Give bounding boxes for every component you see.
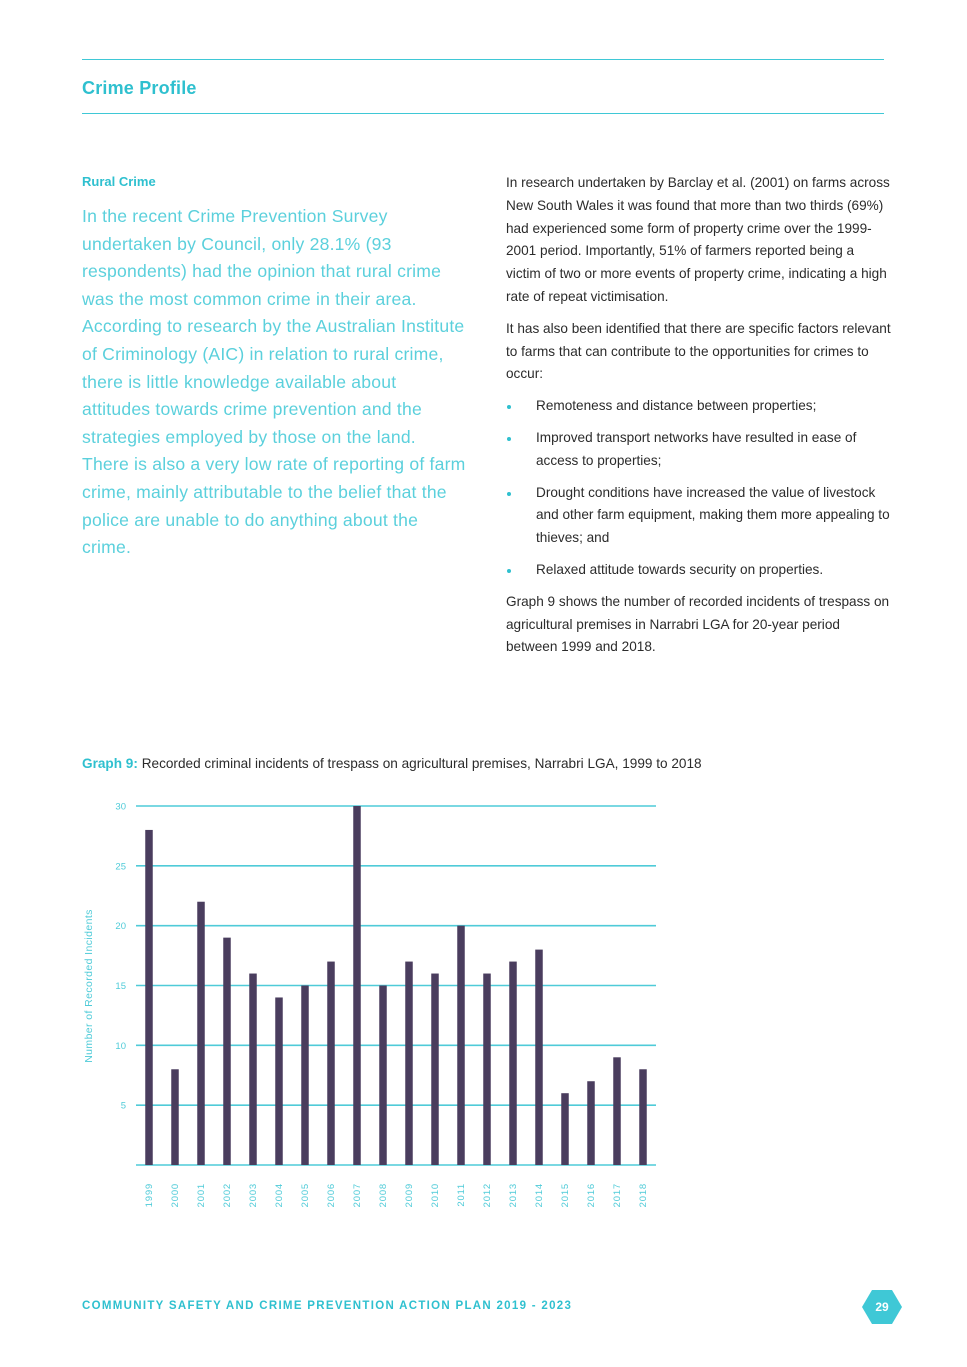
bar	[483, 974, 491, 1165]
y-tick-label: 15	[115, 981, 126, 992]
x-tick-label: 2016	[586, 1183, 597, 1208]
page-title: Crime Profile	[82, 78, 197, 98]
y-axis-label: Number of Recorded Incidents	[83, 909, 95, 1063]
x-tick-label: 2010	[430, 1183, 441, 1208]
graph-caption	[82, 756, 702, 771]
bar	[353, 806, 361, 1165]
y-axis-ticks	[115, 802, 126, 1112]
list-item: Remoteness and distance between properties;	[506, 395, 891, 418]
x-tick-label: 2012	[482, 1183, 493, 1208]
x-tick-label: 2000	[170, 1183, 181, 1208]
header-bottom-rule	[82, 113, 884, 114]
graph-caption-text: Recorded criminal incidents of trespass on agricultural premises, Narrabri LGA, 1999 to 2018	[141, 756, 702, 771]
bar	[561, 1093, 569, 1165]
y-tick-label: 25	[115, 861, 126, 873]
x-tick-label: 2007	[352, 1183, 363, 1208]
bar-chart	[70, 790, 670, 1220]
x-tick-label: 2015	[560, 1183, 571, 1208]
x-axis-ticks	[144, 1183, 649, 1207]
header-top-rule	[82, 59, 884, 60]
x-tick-label: 2001	[196, 1183, 207, 1208]
x-tick-label: 2014	[534, 1183, 545, 1208]
list-item: Improved transport networks have resulted in ease of access to properties;	[506, 427, 891, 473]
body-paragraph-1: In research undertaken by Barclay et al. (2001) on farms across New South Wales it was found that more than two thirds (69%) had experienced some form of property crime over the 1999-2001 period. Importantly, 51% of farmers reported being a victim of two or more events of property crime, indicating a high rate of repeat victimisation.	[506, 175, 890, 304]
bar	[145, 830, 153, 1165]
x-tick-label: 2013	[508, 1183, 519, 1208]
x-tick-label: 2011	[456, 1183, 467, 1207]
y-tick-label: 5	[120, 1100, 126, 1112]
right-column	[506, 172, 891, 668]
x-tick-label: 2004	[274, 1183, 285, 1208]
page-number: 29	[875, 1300, 889, 1314]
bar	[587, 1081, 595, 1165]
bar	[197, 902, 205, 1165]
y-tick-label: 20	[115, 921, 126, 933]
bar	[405, 962, 413, 1165]
x-tick-label: 2008	[378, 1183, 389, 1208]
body-paragraph-2: It has also been identified that there are specific factors relevant to farms that can contribute to the opportunities for crimes to occur:	[506, 320, 891, 382]
bar	[249, 974, 257, 1165]
x-tick-label: 1999	[144, 1183, 155, 1208]
factor-list	[506, 395, 891, 582]
bar	[535, 950, 543, 1165]
footer-title: COMMUNITY SAFETY AND CRIME PREVENTION ACTION PLAN 2019 - 2023	[82, 1300, 573, 1312]
x-tick-label: 2009	[404, 1183, 415, 1208]
section-heading: Rural Crime	[82, 174, 156, 189]
intro-paragraph: In the recent Crime Prevention Survey undertaken by Council, only 28.1% (93 respondents) had the opinion that rural crime was the most common crime in their area. According to research by the Australian Institute of Criminology (AIC) in relation to rural crime, there is little knowledge available about attitudes towards crime prevention and the strategies employed by those on the land. There is also a very low rate of reporting of farm crime, mainly attributable to the belief that the police are unable to do anything about the crime.	[82, 206, 466, 558]
bar	[509, 962, 517, 1165]
list-item: Relaxed attitude towards security on properties.	[506, 559, 891, 582]
y-tick-label: 30	[115, 801, 126, 813]
y-tick-label: 10	[115, 1040, 126, 1052]
bar	[457, 926, 465, 1165]
x-tick-label: 2006	[326, 1183, 337, 1208]
x-tick-label: 2003	[248, 1183, 259, 1208]
bar	[613, 1057, 621, 1165]
bar	[327, 962, 335, 1165]
x-tick-label: 2018	[638, 1183, 649, 1208]
bar	[639, 1069, 647, 1165]
x-tick-label: 2017	[612, 1183, 623, 1208]
x-tick-label: 2002	[222, 1183, 233, 1208]
chart-grid	[136, 806, 656, 1165]
x-tick-label: 2005	[300, 1183, 311, 1208]
graph-label: Graph 9:	[82, 756, 138, 771]
bar	[223, 938, 231, 1165]
list-item: Drought conditions have increased the value of livestock and other farm equipment, making them more appealing to thieves; and	[506, 482, 891, 550]
bar	[431, 974, 439, 1165]
bar	[379, 986, 387, 1166]
body-paragraph-3: Graph 9 shows the number of recorded incidents of trespass on agricultural premises in Narrabri LGA for 20-year period between 1999 and 2018.	[506, 593, 890, 655]
bar	[275, 997, 283, 1165]
bar	[171, 1069, 179, 1165]
bar	[301, 986, 309, 1166]
left-column	[82, 174, 467, 562]
